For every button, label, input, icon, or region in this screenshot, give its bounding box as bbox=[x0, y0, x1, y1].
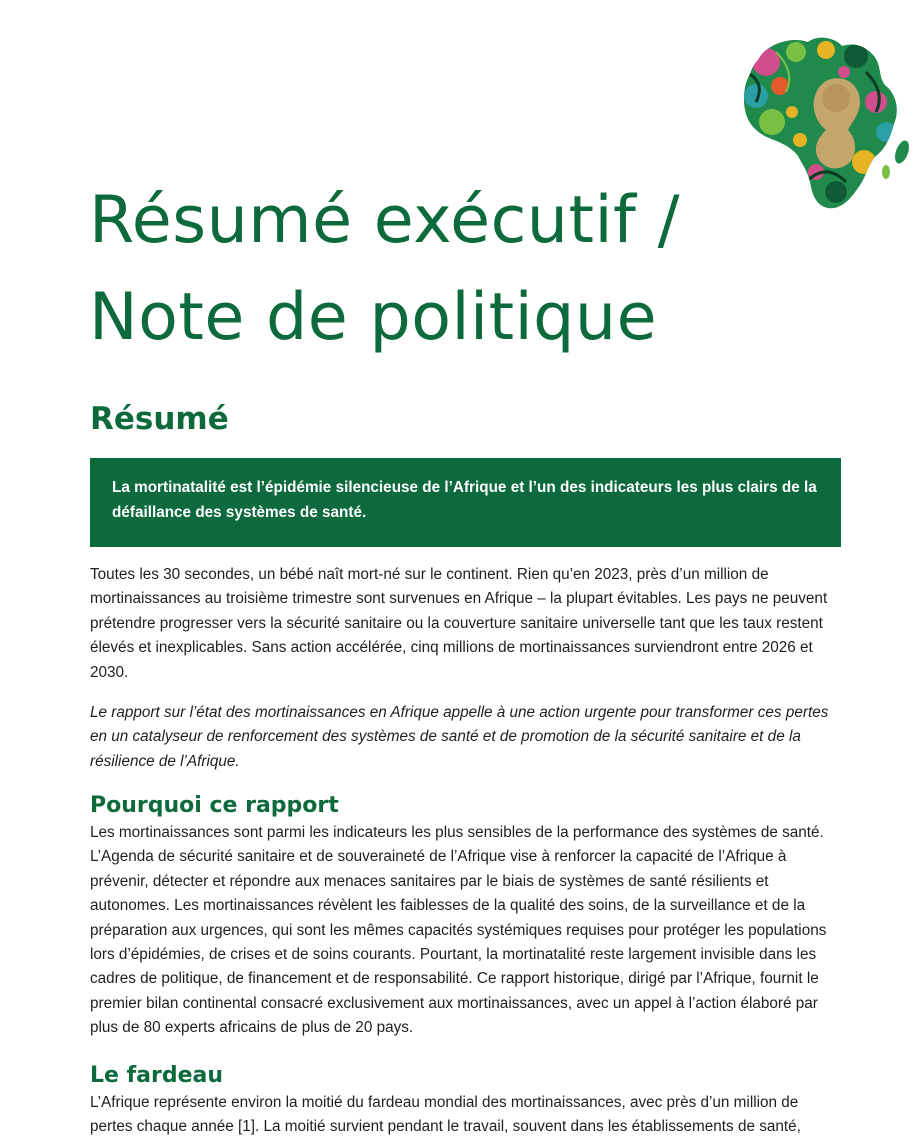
call-to-action-paragraph: Le rapport sur l’état des mortinaissances en Afrique appelle à une action urgente pour transformer ces pertes en un catalyseur de renforcement des systèmes de santé et de promotion de la sécurité sanitaire et de la résilience de l’Afrique. bbox=[90, 704, 829, 770]
why-report-heading: Pourquoi ce rapport bbox=[90, 793, 339, 818]
key-message-callout: La mortinatalité est l’épidémie silencieuse de l’Afrique et l’un des indicateurs les plus clairs de la défaillance des systèmes de santé. bbox=[90, 458, 841, 547]
africa-map-fetus-logo bbox=[736, 32, 918, 214]
why-report-paragraph: Les mortinaissances sont parmi les indicateurs les plus sensibles de la performance des systèmes de santé. L’Agenda de sécurité sanitaire et de souveraineté de l’Afrique vise à renforcer la capacité de l’Afrique à prévenir, détecter et répondre aux menaces sanitaires par le biais de systèmes de santé résilients et autonomes. Les mortinaissances révèlent les faiblesses de la qualité des soins, de la surveillance et de la préparation aux urgences, qui sont les mêmes capacités systémiques requises pour protéger les populations lors d’épidémies, de crises et de soins courants. Pourtant, la mortinatalité reste largement invisible dans les cadres de politique, de financement et de responsabilité. Ce rapport historique, dirigé par l’Afrique, fournit le premier bilan continental consacré exclusivement aux mortinaissances, avec un appel à l’action élaboré par plus de 80 experts africains de plus de 20 pays. bbox=[90, 824, 827, 1037]
burden-heading: Le fardeau bbox=[90, 1063, 224, 1088]
burden-paragraph: L’Afrique représente environ la moitié du fardeau mondial des mortinaissances, avec près d’un million de pertes chaque année [1]. La moitié survient pendant le travail, souvent dans les établissements de santé, bbox=[90, 1094, 801, 1136]
summary-heading: Résumé bbox=[90, 401, 229, 437]
document-title bbox=[89, 172, 680, 366]
title-line-1: Résumé exécutif / bbox=[89, 183, 680, 258]
title-line-2: Note de politique bbox=[89, 280, 658, 355]
intro-paragraph: Toutes les 30 secondes, un bébé naît mort-né sur le continent. Rien qu’en 2023, près d’un million de mortinaissances au troisième trimestre sont survenues en Afrique – la plupart évitables. Les pays ne peuvent prétendre progresser vers la sécurité sanitaire ou la couverture sanitaire universelle tant que les taux restent élevés et inexplicables. Sans action accélérée, cinq millions de mortinaissances surviendront entre 2026 et 2030. bbox=[90, 566, 828, 681]
